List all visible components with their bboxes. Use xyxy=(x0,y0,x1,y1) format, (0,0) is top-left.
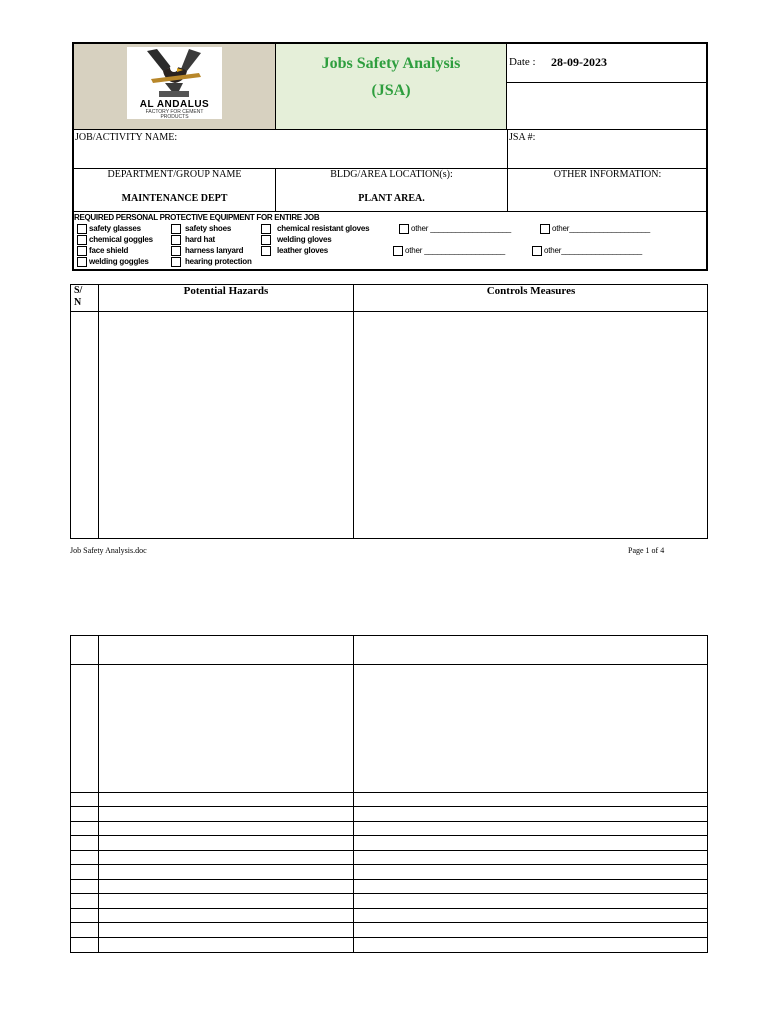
table-row-divider xyxy=(70,908,708,909)
document-title: Jobs Safety Analysis xyxy=(321,55,461,72)
table-row-divider xyxy=(70,937,708,938)
ppe-label: harness lanyard xyxy=(185,246,244,255)
column-header-hazards: Potential Hazards xyxy=(183,285,269,297)
footer-filename: Job Safety Analysis.doc xyxy=(70,546,147,555)
table-row-divider xyxy=(70,835,708,836)
ppe-checkbox-other-1[interactable] xyxy=(399,224,409,234)
table-row-divider xyxy=(70,864,708,865)
job-activity-label: JOB/ACTIVITY NAME: xyxy=(75,132,178,143)
ppe-checkbox-hearing-protection[interactable] xyxy=(171,257,181,267)
ppe-label: hard hat xyxy=(185,235,215,244)
ppe-checkbox-welding-goggles[interactable] xyxy=(77,257,87,267)
ppe-heading: REQUIRED PERSONAL PROTECTIVE EQUIPMENT FOR ENTIRE JOB xyxy=(74,213,320,222)
column-header-sn: S/ N xyxy=(74,285,83,308)
ppe-label: safety shoes xyxy=(185,224,232,233)
ppe-label: safety glasses xyxy=(89,224,141,233)
ppe-checkbox-other-2[interactable] xyxy=(540,224,550,234)
table-row-divider xyxy=(70,879,708,880)
ppe-other-field[interactable]: other___________________ xyxy=(544,246,642,255)
ppe-checkbox-welding-gloves[interactable] xyxy=(261,235,271,245)
table-row-divider xyxy=(70,806,708,807)
ppe-checkbox-harness-lanyard[interactable] xyxy=(171,246,181,256)
department-value[interactable]: MAINTENANCE DEPT xyxy=(121,193,228,204)
ppe-label: leather gloves xyxy=(277,246,329,255)
ppe-other-field[interactable]: other___________________ xyxy=(552,224,650,233)
controls-cell[interactable] xyxy=(354,312,707,538)
divider xyxy=(507,82,707,83)
ppe-checkbox-face-shield[interactable] xyxy=(77,246,87,256)
ppe-label: chemical goggles xyxy=(89,235,153,244)
department-label: DEPARTMENT/GROUP NAME xyxy=(107,169,242,180)
ppe-checkbox-chemical-goggles[interactable] xyxy=(77,235,87,245)
hazard-cell[interactable] xyxy=(99,665,353,792)
logo-company-name: AL ANDALUS xyxy=(139,99,210,110)
ppe-checkbox-other-3[interactable] xyxy=(393,246,403,256)
logo-company-subtitle: FACTORY FOR CEMENT PRODUCTS xyxy=(145,109,204,120)
document-title-abbrev: (JSA) xyxy=(371,82,411,99)
ppe-label: welding goggles xyxy=(89,257,149,266)
ppe-label: welding gloves xyxy=(277,235,332,244)
date-value[interactable]: 28-09-2023 xyxy=(551,55,607,69)
job-activity-field[interactable] xyxy=(74,130,507,168)
jsa-number-label: JSA #: xyxy=(509,132,536,143)
table-row-divider xyxy=(70,792,708,793)
date-label: Date : xyxy=(509,56,536,68)
company-logo xyxy=(127,47,222,119)
ppe-label: chemical resistant gloves xyxy=(277,224,370,233)
divider xyxy=(74,211,707,212)
location-value[interactable]: PLANT AREA. xyxy=(358,193,425,204)
table-row-divider xyxy=(70,893,708,894)
table-row-divider xyxy=(70,821,708,822)
ppe-checkbox-leather-gloves[interactable] xyxy=(261,246,271,256)
jsa-number-field[interactable] xyxy=(508,130,707,168)
ppe-checkbox-chemical-resistant-gloves[interactable] xyxy=(261,224,271,234)
other-information-label: OTHER INFORMATION: xyxy=(553,169,662,180)
column-header-controls: Controls Measures xyxy=(486,285,576,297)
ppe-other-field[interactable]: other ___________________ xyxy=(405,246,505,255)
hazard-cell[interactable] xyxy=(99,312,353,538)
ppe-other-field[interactable]: other ___________________ xyxy=(411,224,511,233)
location-label: BLDG/AREA LOCATION(s): xyxy=(330,169,453,180)
table-row-divider xyxy=(70,850,708,851)
ppe-checkbox-safety-shoes[interactable] xyxy=(171,224,181,234)
ppe-label: hearing protection xyxy=(185,257,252,266)
table-row-divider xyxy=(70,922,708,923)
ppe-checkbox-hard-hat[interactable] xyxy=(171,235,181,245)
controls-cell[interactable] xyxy=(354,665,707,792)
ppe-checkbox-other-4[interactable] xyxy=(532,246,542,256)
footer-page-number: Page 1 of 4 xyxy=(628,546,665,555)
eagle-icon xyxy=(127,47,222,99)
ppe-checkbox-safety-glasses[interactable] xyxy=(77,224,87,234)
ppe-label: face shield xyxy=(89,246,129,255)
